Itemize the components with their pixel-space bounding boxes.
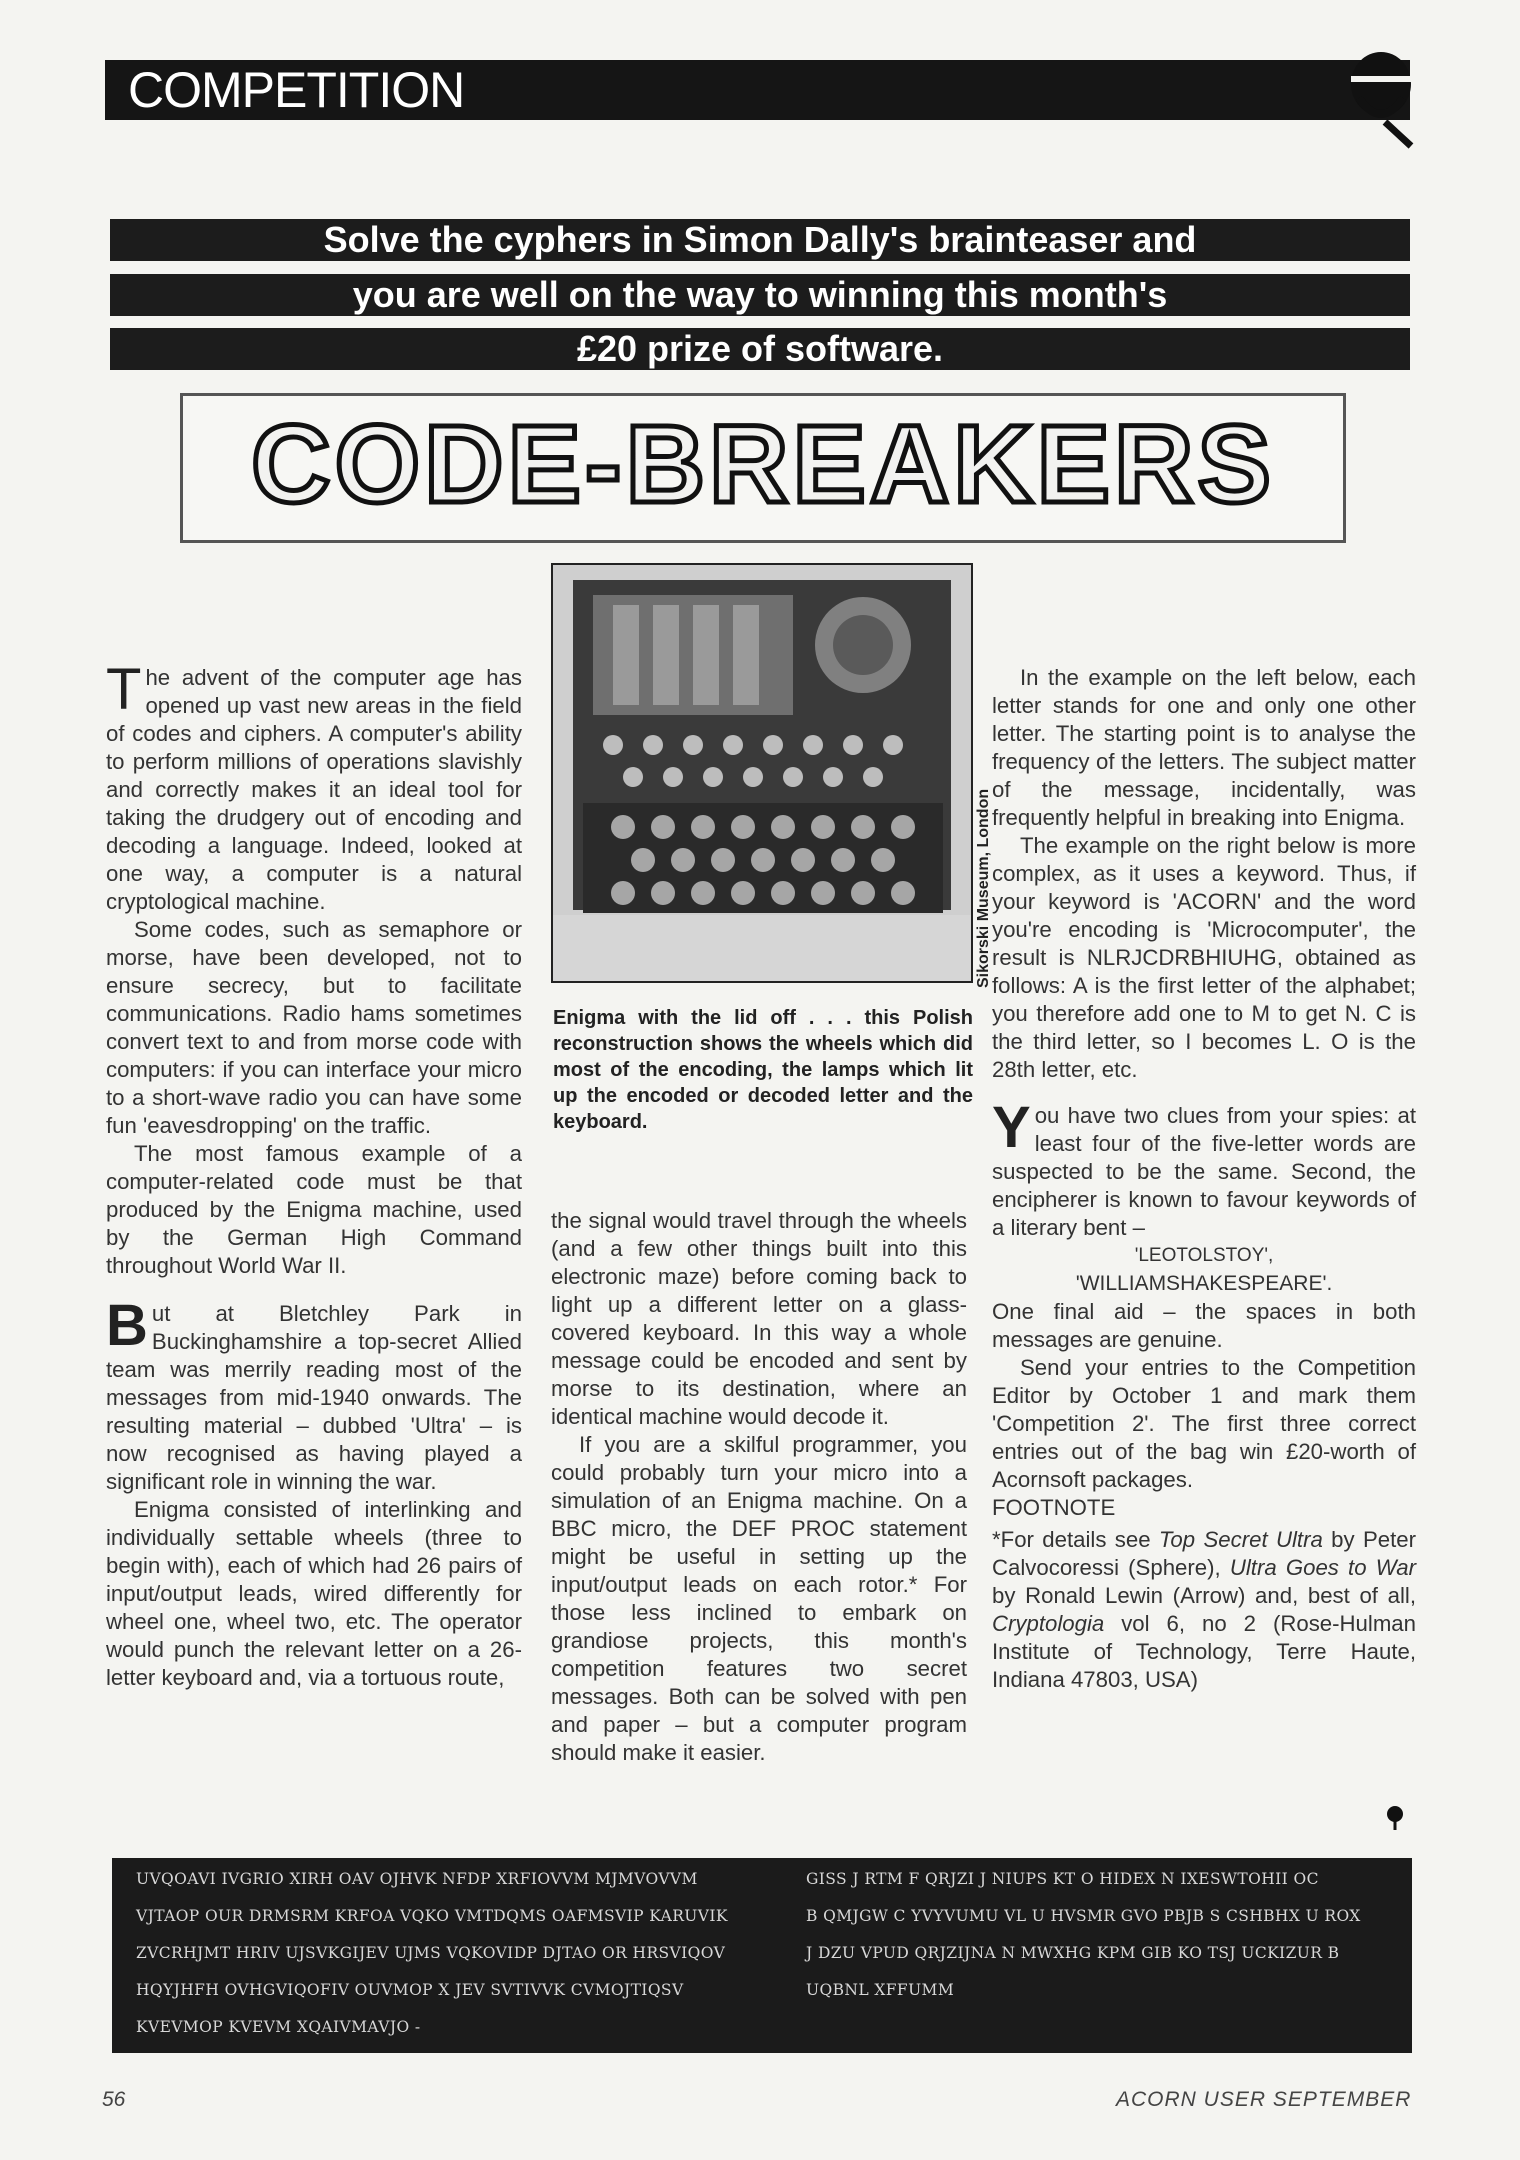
body-paragraph: In the example on the left below, each letter stands for one and only one other letter. The starting point is to analyse the frequency of the letters. The subject matter of the message, incidentally, was frequently helpful in breaking into Enigma. bbox=[992, 665, 1416, 830]
article-title: CODE-BREAKERS bbox=[251, 403, 1275, 526]
cipher-line: GISS J RTM F QRJZI J NIUPS KT O HIDEX N IXESWTOHII OC bbox=[806, 1870, 1319, 1888]
body-paragraph: If you are a skilful programmer, you could probably turn your micro into a simulation of an Enigma machine. On a BBC micro, the DEF PROC statement might be useful in setting up the input/output leads on each rotor.* For those less inclined to embark on grandiose projects, this month's competition features two secret messages. Both can be solved with pen and paper – but a computer program should make it easier. bbox=[551, 1432, 967, 1765]
keyword-2: 'WILLIAMSHAKESPEARE'. bbox=[1075, 1272, 1333, 1295]
magazine-footer: ACORN USER SEPTEMBER bbox=[1116, 2088, 1412, 2111]
cipher-line: UVQOAVI IVGRIO XIRH OAV OJHVK NFDP XRFIOVVM MJMVOVVM bbox=[136, 1870, 698, 1888]
cipher-line: UQBNL XFFUMM bbox=[806, 1981, 955, 1999]
drop-cap: B bbox=[106, 1293, 148, 1358]
column-2 bbox=[551, 1207, 967, 1767]
column-3 bbox=[992, 664, 1416, 1694]
strap-line-1: Solve the cyphers in Simon Dally's brainteaser and bbox=[110, 219, 1410, 261]
cipher-line: B QMJGW C YVYVUMU VL U HVSMR GVO PBJB S CSHBHX U ROX bbox=[806, 1907, 1361, 1925]
drop-cap: T bbox=[106, 657, 142, 722]
column-1 bbox=[106, 657, 522, 1692]
section-title: COMPETITION bbox=[128, 62, 465, 118]
footnote-text: *For details see Top Secret Ultra by Peter Calvocoressi (Sphere), Ultra Goes to War by Ronald Lewin (Arrow) and, best of all, Cryptologia vol 6, no 2 (Rose-Hulman Institute of Technology, Terre Haute, Indiana 47803, USA) bbox=[992, 1527, 1416, 1692]
body-paragraph: Send your entries to the Competition Editor by October 1 and mark them 'Competition 2'. The first three correct entries out of the bag win £20-worth of Acornsoft packages. bbox=[992, 1355, 1416, 1492]
strap-line-2: you are well on the way to winning this month's bbox=[110, 274, 1410, 316]
drop-cap: Y bbox=[992, 1095, 1031, 1160]
body-paragraph: he advent of the computer age has opened up vast new areas in the field of codes and ciphers. A computer's ability to perform millions of operations slavishly and correctly makes it an ideal tool for taking the drudgery out of encoding and decoding a language. Indeed, looked at one way, a computer is a natural cryptological machine. bbox=[106, 665, 522, 914]
strap-line-3: £20 prize of software. bbox=[110, 328, 1410, 370]
cipher-line: VJTAOP OUR DRMSRM KRFOA VQKO VMTDQMS OAFMSVIP KARUVIK bbox=[136, 1907, 728, 1925]
body-paragraph: Enigma consisted of interlinking and individually settable wheels (three to begin with), each of which had 26 pairs of input/output leads, wired differently for wheel one, wheel two, etc. The operator would punch the relevant letter on a 26-letter keyboard and, via a tortuous route, bbox=[106, 1497, 522, 1690]
photo-caption: Enigma with the lid off . . . this Polish reconstruction shows the wheels which did most of the encoding, the lamps which lit up the encoded or decoded letter and the keyboard. bbox=[553, 1007, 973, 1133]
body-paragraph: ut at Bletchley Park in Buckinghamshire a top-secret Allied team was merrily reading most of the messages from mid-1940 onwards. The resulting material – dubbed 'Ultra' – is now recognised as having played a significant role in winning the war. bbox=[106, 1301, 522, 1494]
body-paragraph: The example on the right below is more complex, as it uses a keyword. Thus, if your keyword is 'ACORN' and the word you're encoding is 'Microcomputer', the result is NLRJCDRBHIUHG, obtained as follows: A is the first letter of the alphabet; you therefore add one to M to get N. C is the third letter, so I becomes L. O is the 28th letter, etc. bbox=[992, 833, 1416, 1082]
footnote-heading: FOOTNOTE bbox=[992, 1495, 1116, 1520]
cipher-line: KVEVMOP KVEVM XQAIVMAVJO - bbox=[136, 2018, 421, 2036]
cipher-line: J DZU VPUD QRJZIJNA N MWXHG KPM GIB KO TSJ UCKIZUR B bbox=[806, 1944, 1340, 1962]
body-paragraph: One final aid – the spaces in both messages are genuine. bbox=[992, 1299, 1416, 1352]
cipher-line: HQYJHFH OVHGVIQOFIV OUVMOP X JEV SVTIVVK CVMOJTIQSV bbox=[136, 1981, 684, 1999]
enigma-photo bbox=[551, 563, 973, 983]
page-number: 56 bbox=[102, 2088, 126, 2111]
photo-credit-text: Sikorski Museum, London bbox=[975, 788, 992, 988]
body-paragraph: Some codes, such as semaphore or morse, have been developed, not to ensure secrecy, but to facilitate communications. Radio hams sometimes convert text to and from morse code with computers: if you can interface your micro to a short-wave radio you can have some fun 'eavesdropping' on the traffic. bbox=[106, 917, 522, 1138]
cipher-line: ZVCRHJMT HRIV UJSVKGIJEV UJMS VQKOVIDP DJTAO OR HRSVIQOV bbox=[136, 1944, 726, 1962]
body-paragraph: The most famous example of a computer-related code must be that produced by the Enigma machine, used by the German High Command throughout World War II. bbox=[106, 1141, 522, 1278]
keyword-1: 'LEOTOLSTOY', bbox=[1134, 1245, 1274, 1266]
body-paragraph: ou have two clues from your spies: at least four of the five-letter words are suspected to be the same. Second, the encipherer is known to favour keywords of a literary bent – bbox=[992, 1103, 1416, 1240]
body-paragraph: the signal would travel through the wheels (and a few other things built into this electronic maze) before coming back to light up a different letter on a glass-covered keyboard. In this way a whole message could be encoded and sent by morse to its destination, where an identical machine would decode it. bbox=[551, 1208, 967, 1429]
end-mark-icon bbox=[1386, 1805, 1404, 1831]
acorn-user-logo-icon bbox=[1345, 46, 1415, 156]
